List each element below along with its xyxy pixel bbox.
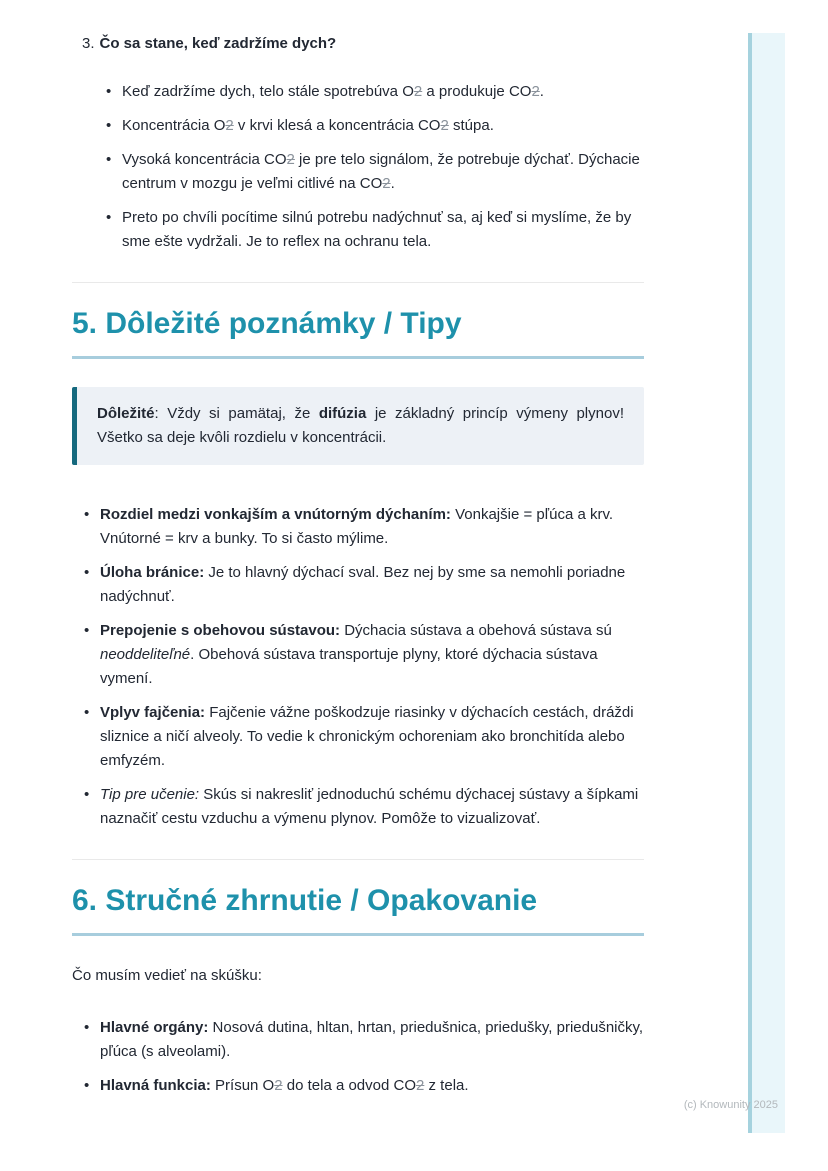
text-segment: difúzia [318, 405, 367, 422]
text-segment: Hlavné orgány: [100, 1019, 209, 1036]
text-segment: 2 [413, 83, 423, 100]
section-6-bullet-list [72, 1016, 644, 1098]
text-segment: Preto po chvíli pocítime silnú potrebu nadýchnuť sa, aj keď si myslíme, že by sme ešte vydržali. Je to reflex na ochranu tela. [122, 209, 632, 250]
list-item [72, 561, 644, 609]
list-item [72, 701, 644, 773]
text-segment: a produkuje CO [422, 83, 532, 100]
section-5-heading: 5. Dôležité poznámky / Tipy [72, 305, 644, 359]
text-segment: 2 [531, 83, 540, 100]
text-segment: 2 [382, 175, 391, 192]
question-number: 3. [82, 35, 95, 52]
text-segment: Keď zadržíme dych, telo stále spotrebúva O [122, 83, 414, 100]
list-item [72, 503, 644, 551]
text-segment: Nosová dutina, hltan, hrtan, priedušnica, priedušky, priedušničky, pľúca (s alveolami). [100, 1019, 644, 1060]
list-item [72, 114, 644, 138]
text-segment: Dôležité [97, 405, 155, 422]
page-edge-strip [748, 33, 785, 1133]
text-segment: z tela. [424, 1077, 469, 1094]
text-segment: Hlavná funkcia: [100, 1077, 211, 1094]
text-segment: 2 [225, 117, 234, 134]
question-title: Čo sa stane, keď zadržíme dych? [99, 35, 337, 52]
list-item [72, 80, 644, 104]
text-segment: Skús si nakresliť jednoduchú schému dýchacej sústavy a šípkami naznačiť cestu vzduchu a výmenu plynov. Pomôže to vizualizovať. [100, 786, 639, 827]
list-item [72, 619, 644, 691]
text-segment: Vonkajšie = pľúca a krv. Vnútorné = krv a bunky. To si často mýlime. [100, 506, 614, 547]
text-segment: do tela a odvod CO [282, 1077, 416, 1094]
text-segment: stúpa. [448, 117, 494, 134]
text-segment: Dýchacia sústava a obehová sústava sú [340, 622, 612, 639]
callout-text [97, 402, 624, 450]
section-5-bullet-list [72, 503, 644, 831]
text-segment: neoddeliteľné [100, 646, 191, 663]
list-item [72, 783, 644, 831]
important-callout [72, 387, 644, 465]
text-segment: . [390, 175, 395, 192]
list-item [72, 148, 644, 196]
text-segment: Vysoká koncentrácia CO [122, 151, 287, 168]
text-segment: Tip pre učenie: [100, 786, 200, 803]
text-segment: Koncentrácia O [122, 117, 226, 134]
section-6-heading: 6. Stručné zhrnutie / Opakovanie [72, 882, 644, 936]
text-segment: je základný princíp výmeny plynov! Všetko sa deje kvôli rozdielu v koncentrácii. [97, 405, 624, 446]
text-segment: Prepojenie s obehovou sústavou: [100, 622, 341, 639]
question-3-heading [82, 32, 644, 56]
horizontal-divider [72, 859, 644, 860]
list-item [72, 1016, 644, 1064]
text-segment: 2 [286, 151, 295, 168]
text-segment: : Vždy si pamätaj, že [154, 405, 319, 422]
text-segment: Je to hlavný dýchací sval. Bez nej by sme sa nemohli poriadne nadýchnuť. [100, 564, 626, 605]
copyright-footer: (c) Knowunity 2025 [683, 1099, 778, 1111]
text-segment: 2 [440, 117, 449, 134]
section-6-intro: Čo musím vedieť na skúšku: [72, 967, 262, 984]
text-segment: 2 [274, 1077, 283, 1094]
list-item [72, 1074, 644, 1098]
horizontal-divider [72, 282, 644, 283]
list-item [72, 206, 644, 254]
text-segment: Fajčenie vážne poškodzuje riasinky v dýchacích cestách, dráždi sliznice a ničí alveoly. To vedie k chronickým ochoreniam ako bronchitída alebo emfyzém. [100, 704, 634, 769]
text-segment: je pre telo signálom, že potrebuje dýchať. Dýchacie centrum v mozgu je veľmi citlivé na CO [122, 151, 640, 192]
document-content [72, 0, 644, 1108]
text-segment: Úloha bránice: [100, 564, 205, 581]
text-segment: Prísun O [210, 1077, 275, 1094]
text-segment: . Obehová sústava transportuje plyny, ktoré dýchacia sústava vymení. [100, 646, 598, 687]
text-segment: Vplyv fajčenia: [100, 704, 206, 721]
text-segment: v krvi klesá a koncentrácia CO [233, 117, 441, 134]
question-3-bullet-list [72, 80, 644, 254]
text-segment: 2 [416, 1077, 425, 1094]
text-segment: Rozdiel medzi vonkajším a vnútorným dýchaním: [100, 506, 451, 523]
text-segment: . [539, 83, 544, 100]
